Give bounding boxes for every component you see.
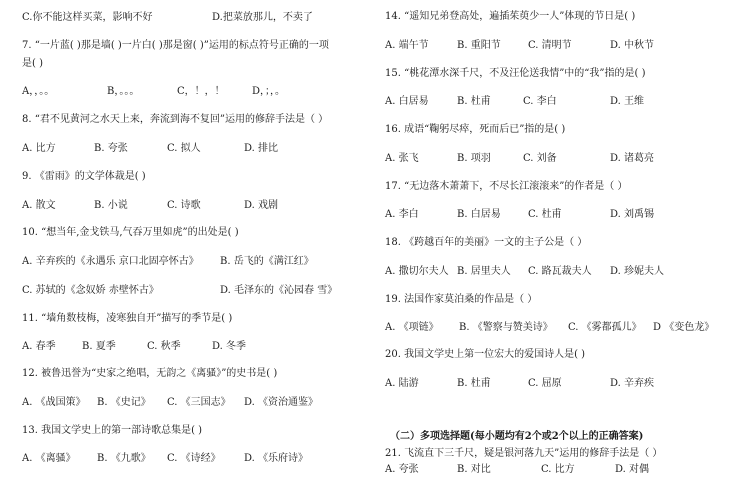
option-d: D. 王维 xyxy=(610,96,645,107)
option-a: A. 撒切尔夫人 xyxy=(385,266,449,277)
question-12-options xyxy=(22,396,367,410)
option-c: C. 《诗经》 xyxy=(167,453,221,464)
option-b: B. 杜甫 xyxy=(457,96,491,107)
option-d: D. 对偶 xyxy=(615,464,650,475)
question-14-text: 14. “遥知兄弟登高处，遍插茱萸少一人”体现的节日是( ) xyxy=(385,11,636,22)
option-b: B. 白居易 xyxy=(457,209,501,220)
question-9-options xyxy=(22,199,367,213)
option-a: A. 《项链》 xyxy=(385,322,439,333)
option-d: D. 辛弃疾 xyxy=(610,378,655,389)
option-a: A，，。。 xyxy=(22,86,55,97)
option-c: C.你不能这样买菜，影响不好 xyxy=(22,12,153,23)
question-11-text: 11. “墙角数枝梅，凌寒独自开”描写的季节是( ) xyxy=(22,313,233,324)
option-d: D. 刘禹锡 xyxy=(610,209,655,220)
option-b: B. 居里夫人 xyxy=(457,266,511,277)
option-b: B. 《九歌》 xyxy=(97,453,151,464)
option-a: A. 春季 xyxy=(22,341,56,352)
option-c: C. 路瓦裁夫人 xyxy=(528,266,592,277)
option-d: D，；，。 xyxy=(252,86,286,97)
option-b: B. 夸张 xyxy=(94,143,128,154)
option-a: A. 夸张 xyxy=(385,464,419,475)
option-c: C. 《雾都孤儿》 xyxy=(568,322,642,333)
option-a: A. 《离骚》 xyxy=(22,453,76,464)
option-d: D. 《资治通鉴》 xyxy=(244,397,319,408)
option-b: B. 夏季 xyxy=(82,341,116,352)
question-20-options xyxy=(385,377,730,391)
question-10-options-row1 xyxy=(22,255,367,269)
question-7-options xyxy=(22,85,367,99)
question-17-text: 17. “无边落木萧萧下，不尽长江滚滚来”的作者是（ ） xyxy=(385,181,628,192)
option-d: D. 《乐府诗》 xyxy=(244,453,309,464)
option-d: D. 珍妮夫人 xyxy=(610,266,665,277)
option-b: B. 岳飞的《满江红》 xyxy=(220,256,314,267)
option-a: A. 白居易 xyxy=(385,96,429,107)
option-c: C. 刘备 xyxy=(523,153,557,164)
question-19-text: 19. 法国作家莫泊桑的作品是（ ） xyxy=(385,294,538,305)
prev-question-options xyxy=(22,11,367,25)
question-9-text: 9. 《雷雨》的文学体裁是( ) xyxy=(22,171,146,182)
question-10-options-row2 xyxy=(22,284,367,298)
option-d: D.把菜放那儿，不卖了 xyxy=(212,12,313,23)
option-c: C. 清明节 xyxy=(528,40,572,51)
option-c: C. 比方 xyxy=(541,464,575,475)
question-8-text: 8. “君不见黄河之水天上来，奔流到海不复回”运用的修辞手法是（ ） xyxy=(22,114,329,125)
question-13-text: 13. 我国文学史上的第一部诗歌总集是( ) xyxy=(22,425,203,436)
option-a: A. 比方 xyxy=(22,143,56,154)
option-c: C. 诗歌 xyxy=(167,200,201,211)
question-7-text-cont: 是( ) xyxy=(22,58,43,69)
question-11-options xyxy=(22,340,367,354)
question-16-options xyxy=(385,152,730,166)
option-a: A. 端午节 xyxy=(385,40,429,51)
option-b: B. 对比 xyxy=(457,464,491,475)
option-a: A. 李白 xyxy=(385,209,419,220)
option-b: B. 小说 xyxy=(94,200,128,211)
question-13-options xyxy=(22,452,367,466)
option-c: C. 苏轼的《念奴娇 赤壁怀古》 xyxy=(22,285,159,296)
question-16-text: 16. 成语“鞠躬尽瘁，死而后已”指的是( ) xyxy=(385,124,566,135)
section-title-multiple-choice: （二）多项选择题(每小题均有2个或2个以上的正确答案) xyxy=(390,431,644,442)
option-c: C. 屈原 xyxy=(528,378,562,389)
option-c: C. 《三国志》 xyxy=(167,397,231,408)
option-d: D 《变色龙》 xyxy=(653,322,715,333)
question-10-text: 10. “想当年,金戈铁马,气吞万里如虎”的出处是( ) xyxy=(22,227,239,238)
option-b: B. 《史记》 xyxy=(97,397,151,408)
option-c: C. 秋季 xyxy=(147,341,181,352)
option-d: D. 中秋节 xyxy=(610,40,655,51)
option-b: B. 杜甫 xyxy=(457,378,491,389)
question-15-options xyxy=(385,95,730,109)
option-d: D. 排比 xyxy=(244,143,279,154)
option-b: B. 《警察与赞美诗》 xyxy=(459,322,553,333)
option-c: C. 拟人 xyxy=(167,143,201,154)
option-c: C，！，！ xyxy=(177,86,225,97)
question-7-text: 7. “一片蓝( )那是墙( )一片白( )那是窗( )”运用的标点符号正确的一项 xyxy=(22,40,329,51)
question-8-options xyxy=(22,142,367,156)
option-a: A. 陆游 xyxy=(385,378,419,389)
option-a: A. 辛弃疾的《永遇乐 京口北固亭怀古》 xyxy=(22,256,199,267)
question-18-options xyxy=(385,265,730,279)
question-20-text: 20. 我国文学史上第一位宏大的爱国诗人是( ) xyxy=(385,349,586,360)
question-21-text: 21. 飞流直下三千尺，疑是银河落九天”运用的修辞手法是（ ） xyxy=(385,448,663,459)
option-d: D. 诸葛亮 xyxy=(610,153,655,164)
option-d: D. 毛泽东的《沁园春 雪》 xyxy=(220,285,338,296)
option-d: D. 冬季 xyxy=(212,341,247,352)
question-21-options xyxy=(385,463,730,477)
question-14-options xyxy=(385,39,730,53)
option-a: A. 张飞 xyxy=(385,153,419,164)
question-19-options xyxy=(385,321,730,335)
option-a: A. 散文 xyxy=(22,200,56,211)
option-c: C. 杜甫 xyxy=(528,209,562,220)
option-a: A. 《战国策》 xyxy=(22,397,86,408)
question-18-text: 18. 《跨越百年的美丽》一文的主子公是（ ） xyxy=(385,237,588,248)
option-b: B，。。。 xyxy=(107,86,140,97)
option-b: B. 项羽 xyxy=(457,153,491,164)
option-d: D. 戏剧 xyxy=(244,200,279,211)
option-c: C. 李白 xyxy=(523,96,557,107)
question-15-text: 15. “桃花潭水深千尺，不及汪伦送我情”中的“我”指的是( ) xyxy=(385,68,646,79)
question-17-options xyxy=(385,208,730,222)
option-b: B. 重阳节 xyxy=(457,40,501,51)
question-12-text: 12. 被鲁迅誉为“史家之绝唱，无韵之《离骚》”的史书是( ) xyxy=(22,368,278,379)
